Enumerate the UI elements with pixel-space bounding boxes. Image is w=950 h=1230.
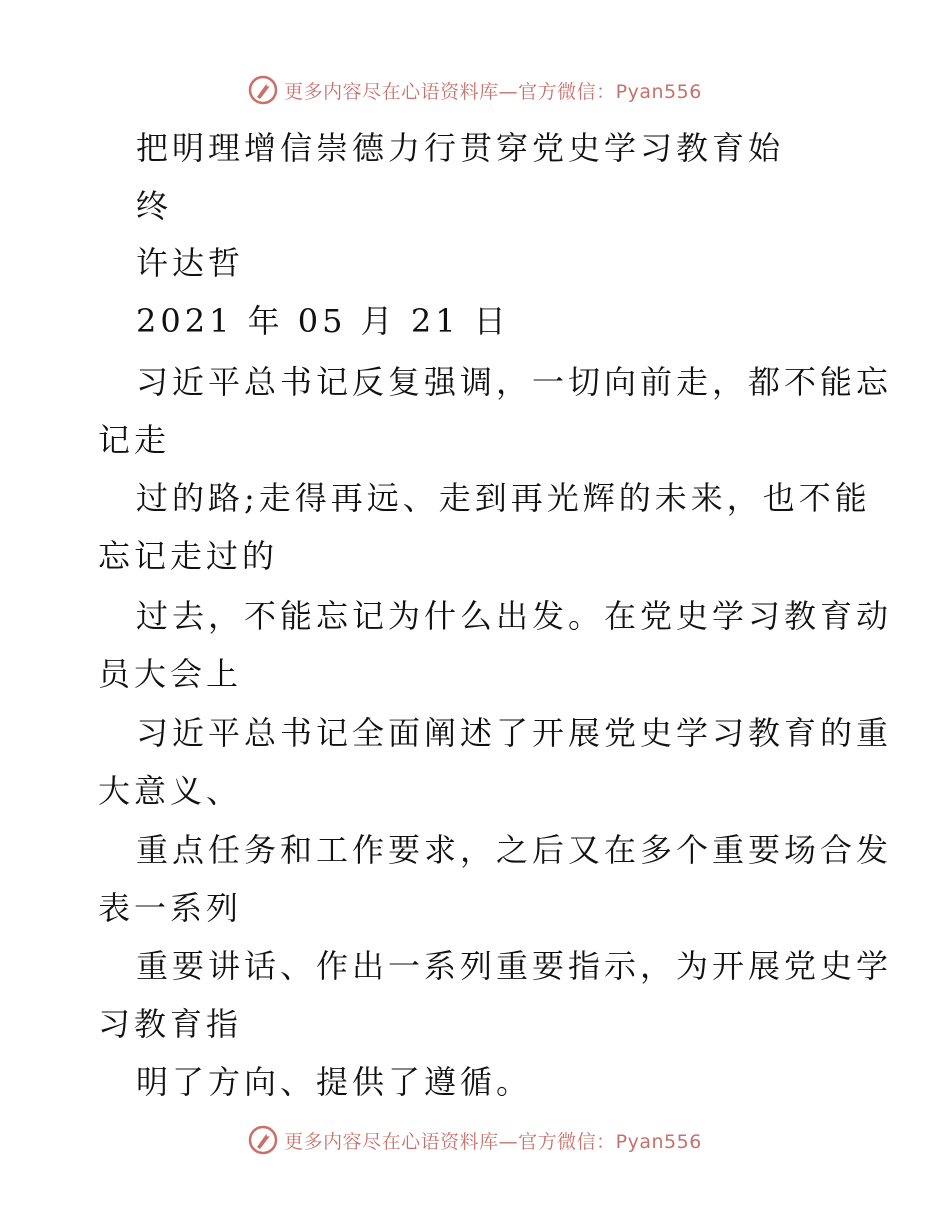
document-title-line-1: 把明理增信崇德力行贯穿党史学习教育始 — [136, 129, 785, 167]
paragraph-line: 记走 — [98, 421, 171, 459]
paragraph-line: 员大会上 — [98, 655, 243, 693]
paragraph-line: 大意义、 — [98, 772, 243, 810]
pen-logo-icon — [248, 1125, 278, 1155]
paragraph-line: 习近平总书记反复强调，一切向前走，都不能忘 — [136, 363, 893, 401]
pen-logo-icon — [248, 75, 278, 105]
watermark-footer — [0, 1120, 950, 1160]
paragraph-line: 重要讲话、作出一系列重要指示，为开展党史学 — [136, 947, 893, 985]
paragraph-line: 过去，不能忘记为什么出发。在党史学习教育动 — [136, 597, 893, 635]
document-title-line-2: 终 — [136, 187, 173, 225]
watermark-header — [0, 70, 950, 110]
document-date: 2021 年 05 月 21 日 — [136, 302, 510, 340]
watermark-text: 更多内容尽在心语资料库—官方微信：Pyan556 — [284, 80, 702, 103]
paragraph-line: 过的路;走得再远、走到再光辉的未来，也不能 — [136, 479, 871, 517]
paragraph-line: 习近平总书记全面阐述了开展党史学习教育的重 — [136, 714, 893, 752]
watermark-text: 更多内容尽在心语资料库—官方微信：Pyan556 — [284, 1130, 702, 1153]
paragraph-line: 重点任务和工作要求，之后又在多个重要场合发 — [136, 831, 893, 869]
paragraph-line: 忘记走过的 — [98, 537, 279, 575]
paragraph-line: 习教育指 — [98, 1005, 243, 1043]
paragraph-line: 表一系列 — [98, 889, 243, 927]
paragraph-line: 明了方向、提供了遵循。 — [136, 1063, 533, 1101]
document-author: 许达哲 — [136, 244, 245, 282]
